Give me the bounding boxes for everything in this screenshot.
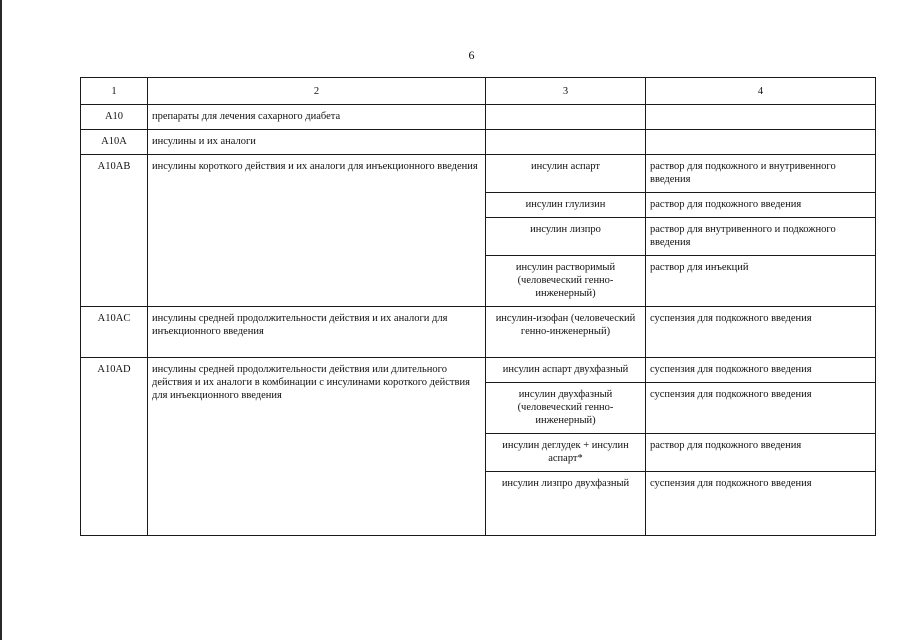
- dosage-form: суспензия для подкожного введения: [646, 307, 876, 358]
- drug-name: инсулин лизпро двухфазный: [486, 472, 646, 536]
- drug-name: инсулин аспарт двухфазный: [486, 358, 646, 383]
- dosage-form: раствор для подкожного и внутривенного введения: [646, 155, 876, 193]
- atc-group-name: инсулины и их аналоги: [148, 130, 486, 155]
- drug-name: инсулин глулизин: [486, 193, 646, 218]
- dosage-form-empty: [646, 105, 876, 130]
- drug-name: инсулин-изофан (человеческий генно-инженерный): [486, 307, 646, 358]
- table-row: [81, 358, 876, 383]
- atc-code: A10: [81, 105, 148, 130]
- drug-name: инсулин растворимый (человеческий генно-инженерный): [486, 256, 646, 307]
- dosage-form: раствор для внутривенного и подкожного введения: [646, 218, 876, 256]
- table-row: [81, 307, 876, 358]
- atc-group-name: препараты для лечения сахарного диабета: [148, 105, 486, 130]
- table-header-row: [81, 78, 876, 105]
- header-col-1: 1: [81, 78, 148, 105]
- table-row: [81, 130, 876, 155]
- atc-code: A10A: [81, 130, 148, 155]
- drug-name: инсулин аспарт: [486, 155, 646, 193]
- drug-name: инсулин деглудек + инсулин аспарт*: [486, 434, 646, 472]
- dosage-form: суспензия для подкожного введения: [646, 358, 876, 383]
- dosage-form: раствор для инъекций: [646, 256, 876, 307]
- header-col-3: 3: [486, 78, 646, 105]
- dosage-form: суспензия для подкожного введения: [646, 383, 876, 434]
- atc-group-name: инсулины средней продолжительности действия и их аналоги для инъекционного введения: [148, 307, 486, 358]
- atc-group-name: инсулины средней продолжительности действия или длительного действия и их аналоги в комбинации с инсулинами короткого действия для инъекционного введения: [148, 358, 486, 536]
- dosage-form: раствор для подкожного введения: [646, 434, 876, 472]
- header-col-2: 2: [148, 78, 486, 105]
- atc-code: A10AC: [81, 307, 148, 358]
- dosage-form: суспензия для подкожного введения: [646, 472, 876, 536]
- table-row: [81, 105, 876, 130]
- drug-name-empty: [486, 105, 646, 130]
- atc-group-name: инсулины короткого действия и их аналоги для инъекционного введения: [148, 155, 486, 307]
- drug-name: инсулин двухфазный (человеческий генно-инженерный): [486, 383, 646, 434]
- header-col-4: 4: [646, 78, 876, 105]
- dosage-form: раствор для подкожного введения: [646, 193, 876, 218]
- drug-name-empty: [486, 130, 646, 155]
- drug-name: инсулин лизпро: [486, 218, 646, 256]
- scan-edge-line: [0, 0, 2, 640]
- atc-code: A10AD: [81, 358, 148, 536]
- table-row: [81, 155, 876, 193]
- drug-classification-table: [80, 77, 876, 536]
- atc-code: A10AB: [81, 155, 148, 307]
- page-number: 6: [468, 48, 475, 62]
- dosage-form-empty: [646, 130, 876, 155]
